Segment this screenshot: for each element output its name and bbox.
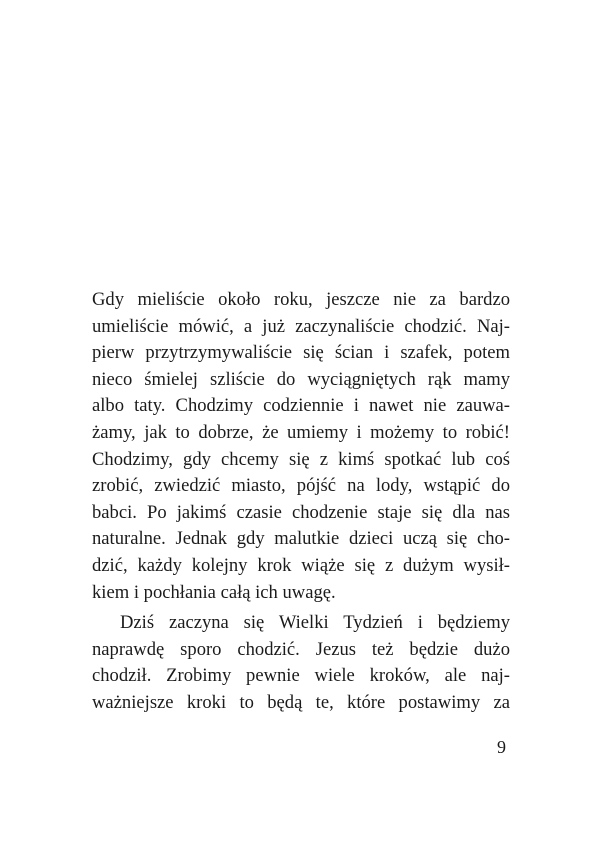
paragraph-1 xyxy=(92,287,510,606)
text-line: nieco śmielej szliście do wyciągniętych rąk mamy xyxy=(92,368,510,390)
text-line: kiem i pochłania całą ich uwagę. xyxy=(92,581,336,603)
text-line: naturalne. Jednak gdy malutkie dzieci uczą się cho- xyxy=(92,528,510,550)
text-line: żamy, jak to dobrze, że umiemy i możemy to robić! xyxy=(92,421,510,443)
text-line: Dziś zaczyna się Wielki Tydzień i będziemy xyxy=(120,612,510,634)
body-text xyxy=(92,287,510,717)
text-line: albo taty. Chodzimy codziennie i nawet nie zauwa- xyxy=(92,395,510,417)
text-line: zrobić, zwiedzić miasto, pójść na lody, wstąpić do xyxy=(92,475,510,497)
text-line: umieliście mówić, a już zaczynaliście chodzić. Naj- xyxy=(92,315,510,337)
page-number: 9 xyxy=(497,737,506,757)
paragraph-2 xyxy=(92,610,510,716)
text-line: Gdy mieliście około roku, jeszcze nie za bardzo xyxy=(92,289,510,310)
text-line: dzić, każdy kolejny krok wiąże się z dużym wysił- xyxy=(92,554,510,576)
text-line: pierw przytrzymywaliście się ścian i szafek, potem xyxy=(92,342,510,364)
text-line: naprawdę sporo chodzić. Jezus też będzie dużo xyxy=(92,638,510,660)
text-line: Chodzimy, gdy chcemy się z kimś spotkać lub coś xyxy=(92,448,510,470)
text-line: ważniejsze kroki to będą te, które postawimy za xyxy=(92,691,510,713)
text-line: chodził. Zrobimy pewnie wiele kroków, ale naj- xyxy=(92,665,510,687)
text-line: babci. Po jakimś czasie chodzenie staje się dla nas xyxy=(92,501,510,523)
